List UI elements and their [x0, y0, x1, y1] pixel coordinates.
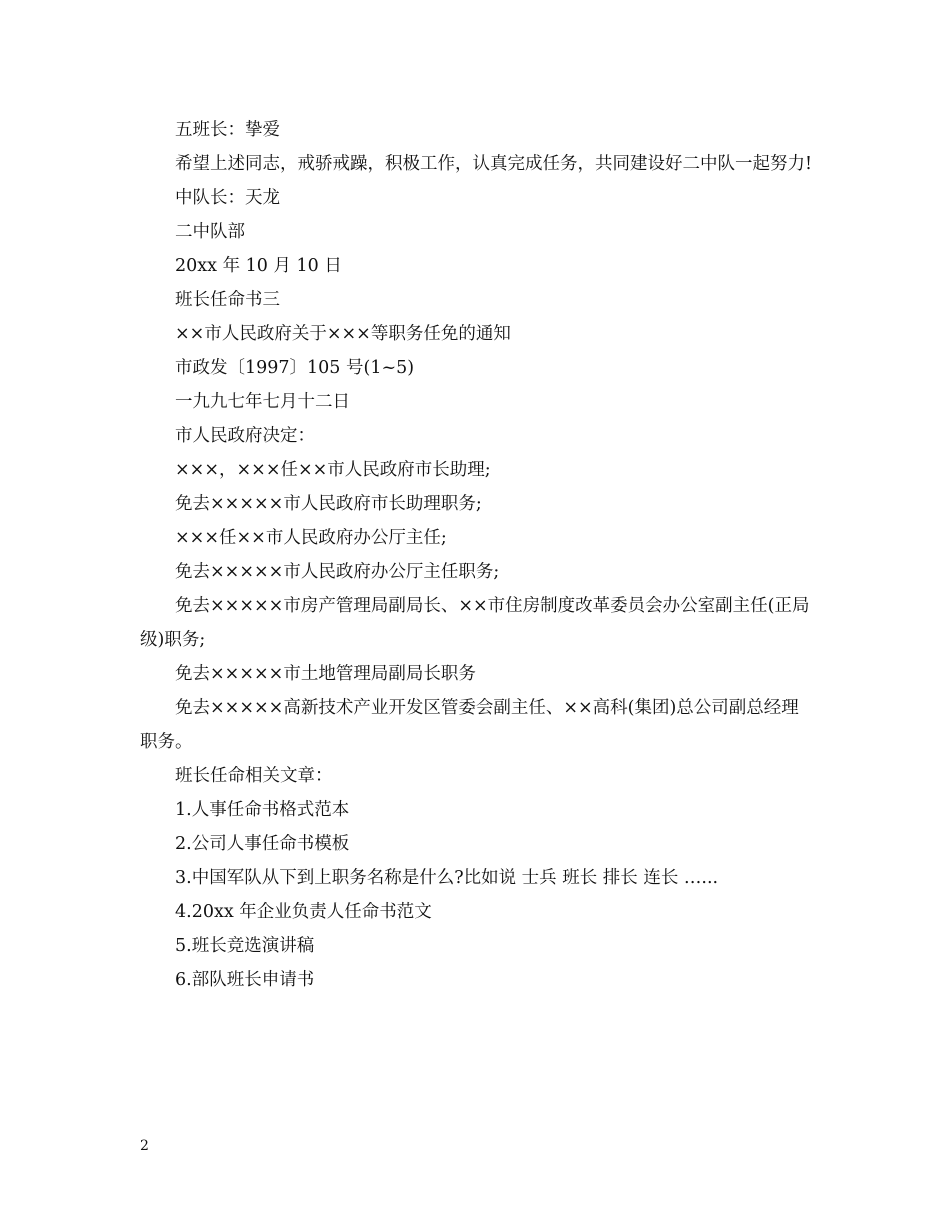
paragraph-notice-date: 一九九七年七月十二日 — [175, 392, 350, 412]
paragraph-squad-leader-5: 五班长：挚爱 — [175, 120, 280, 140]
related-article-link[interactable]: 6.部队班长申请书 — [175, 970, 315, 990]
related-article-link[interactable]: 1.人事任命书格式范本 — [175, 800, 350, 820]
paragraph-dismiss-2: 免去×××××市人民政府办公厅主任职务; — [175, 562, 500, 582]
paragraph-dismiss-4: 免去×××××市土地管理局副局长职务 — [175, 664, 476, 684]
related-article-link[interactable]: 2.公司人事任命书模板 — [175, 834, 350, 854]
paragraph-company-leader: 中队长：天龙 — [175, 188, 280, 208]
paragraph-dismiss-1: 免去×××××市人民政府市长助理职务; — [175, 494, 482, 514]
paragraph-decision: 市人民政府决定： — [175, 426, 315, 446]
paragraph-date: 20xx 年 10 月 10 日 — [175, 256, 342, 276]
related-article-link[interactable]: 3.中国军队从下到上职务名称是什么?比如说 士兵 班长 排长 连长 …... — [175, 868, 719, 888]
page-number: 2 — [140, 1138, 149, 1154]
paragraph-related-heading: 班长任命相关文章： — [175, 766, 333, 786]
related-article-link[interactable]: 4.20xx 年企业负责人任命书范文 — [175, 902, 432, 922]
paragraph-appoint-1: ×××，×××任××市人民政府市长助理; — [175, 460, 491, 480]
paragraph-dismiss-5: 免去×××××高新技术产业开发区管委会副主任、××高科(集团)总公司副总经理职务。 — [140, 698, 799, 752]
document-body — [140, 113, 815, 997]
paragraph-doc-number: 市政发〔1997〕105 号(1~5) — [175, 358, 415, 378]
paragraph-unit: 二中队部 — [175, 222, 245, 242]
paragraph-section-title: 班长任命书三 — [175, 290, 280, 310]
paragraph-notice-title: ××市人民政府关于×××等职务任免的通知 — [175, 324, 511, 344]
related-article-link[interactable]: 5.班长竞选演讲稿 — [175, 936, 315, 956]
paragraph-hope: 希望上述同志，戒骄戒躁，积极工作，认真完成任务，共同建设好二中队一起努力! — [175, 154, 813, 174]
paragraph-appoint-2: ×××任××市人民政府办公厅主任; — [175, 528, 447, 548]
paragraph-dismiss-3: 免去×××××市房产管理局副局长、××市住房制度改革委员会办公室副主任(正局级)职务; — [140, 596, 810, 650]
